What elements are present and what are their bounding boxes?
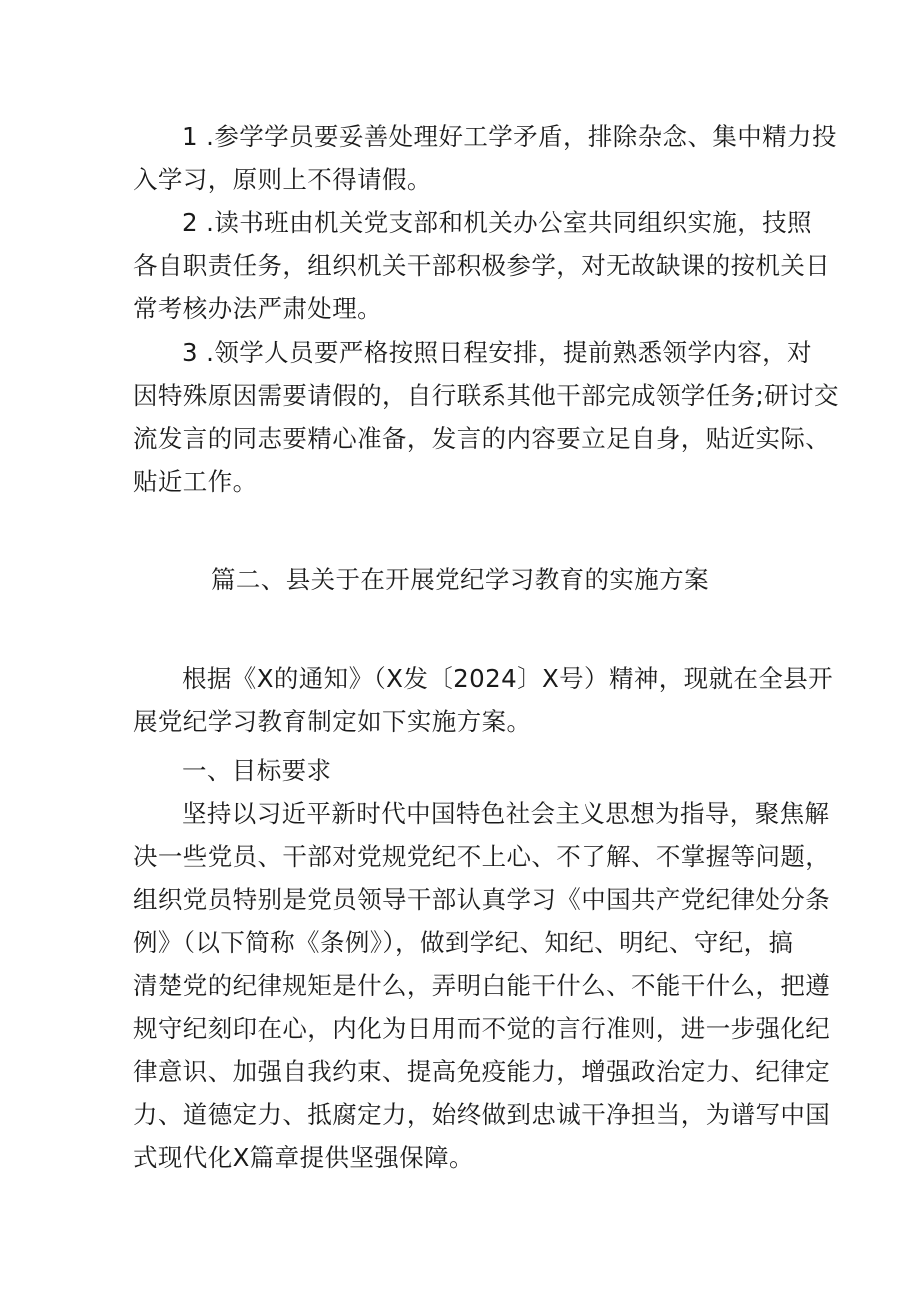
text-line: 入学习，原则上不得请假。	[133, 165, 432, 194]
text-line: 规守纪刻印在心，内化为日用而不觉的言行准则，进一步强化纪	[133, 1014, 831, 1043]
text-line: 决一些党员、干部对党规党纪不上心、不了解、不掌握等问题，	[133, 842, 831, 871]
text-line: 例》（以下简称《条例》），做到学纪、知纪、明纪、守纪，搞	[133, 928, 794, 957]
text-line: 3 .领学人员要严格按照日程安排，提前熟悉领学内容，对	[182, 338, 812, 367]
list-item-3	[133, 331, 839, 503]
text-line: 坚持以习近平新时代中国特色社会主义思想为指导，聚焦解	[182, 799, 830, 828]
subheading	[133, 749, 793, 792]
text-line: 律意识、加强自我约束、提高免疫能力，增强政治定力、纪律定	[133, 1057, 831, 1086]
text-line: 组织党员特别是党员领导干部认真学习《中国共产党纪律处分条	[133, 885, 831, 914]
text-line: 常考核办法严肃处理。	[133, 294, 382, 323]
text-line: 1 .参学学员要妥善处理好工学矛盾，排除杂念、集中精力投	[182, 122, 837, 151]
text-line: 清楚党的纪律规矩是什么，弄明白能干什么、不能干什么，把遵	[133, 971, 831, 1000]
subheading-text: 一、目标要求	[182, 756, 332, 785]
text-line: 各自职责任务，组织机关干部积极参学，对无故缺课的按机关日	[133, 251, 831, 280]
list-item-2	[133, 201, 831, 330]
text-line: 展党纪学习教育制定如下实施方案。	[133, 707, 532, 736]
list-item-1	[133, 115, 837, 201]
text-line: 流发言的同志要精心准备，发言的内容要立足自身，贴近实际、	[133, 424, 831, 453]
text-line: 式现代化X篇章提供坚强保障。	[133, 1143, 474, 1172]
section-title: 篇二、县关于在开展党纪学习教育的实施方案	[211, 565, 709, 594]
text-line: 2 .读书班由机关党支部和机关办公室共同组织实施，技照	[182, 208, 812, 237]
body-paragraph	[133, 792, 831, 1179]
text-line: 力、道德定力、抵腐定力，始终做到忠诚干净担当，为谱写中国	[133, 1100, 831, 1129]
text-line: 贴近工作。	[133, 467, 258, 496]
text-line: 因特殊原因需要请假的，自行联系其他干部完成领学任务;研讨交	[133, 381, 839, 410]
intro-paragraph	[133, 657, 834, 743]
text-line: 根据《X的通知》（X发〔2024〕X号）精神，现就在全县开	[182, 664, 834, 693]
